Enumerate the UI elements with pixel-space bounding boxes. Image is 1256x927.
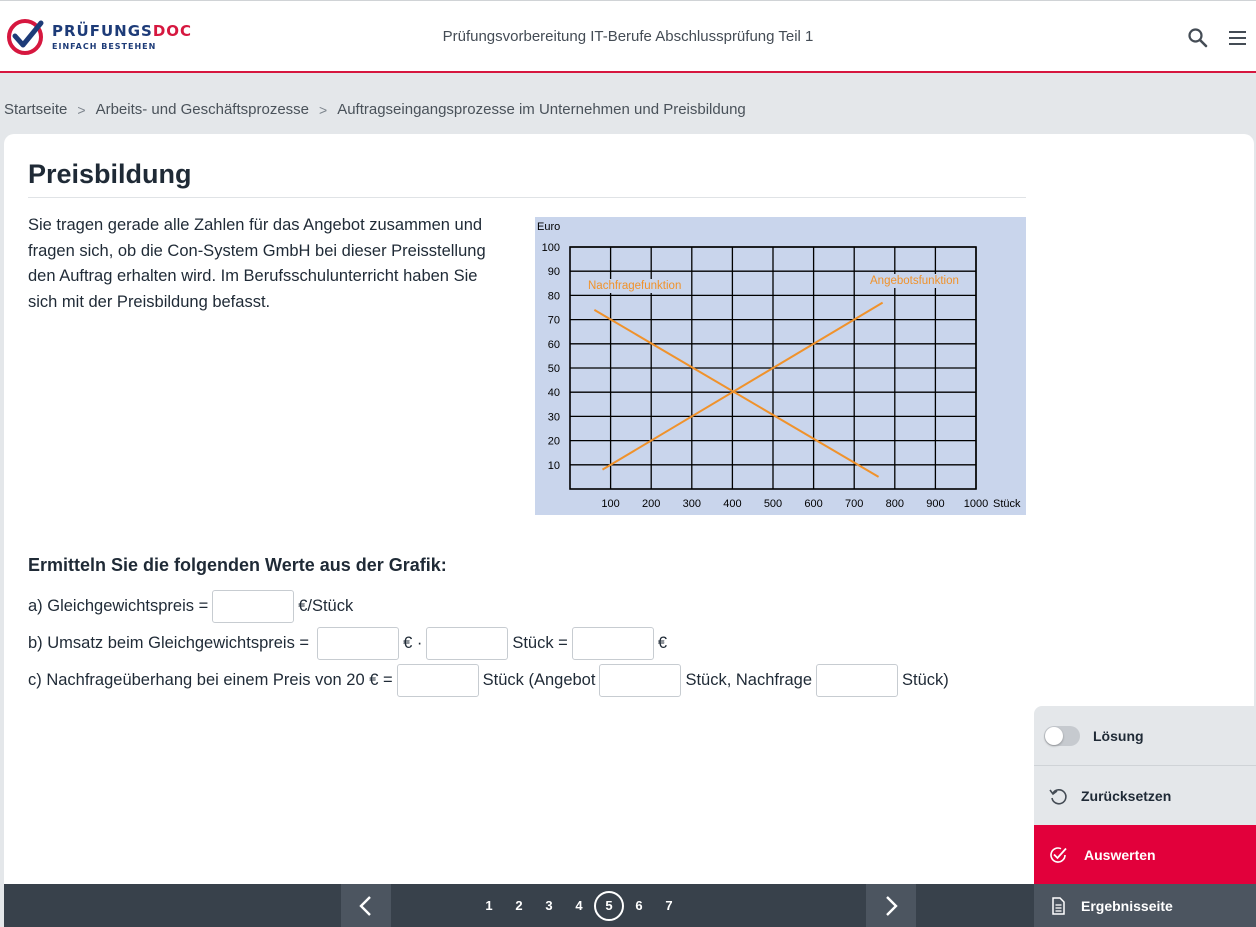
breadcrumb-item-processes[interactable]: Arbeits- und Geschäftsprozesse [95, 101, 309, 118]
y-tick-label: 60 [547, 338, 560, 351]
evaluate-label: Auswerten [1084, 846, 1156, 863]
page-number-2[interactable]: 2 [515, 898, 523, 913]
x-tick-label: 600 [804, 498, 823, 510]
y-tick-label: 80 [547, 290, 560, 303]
breadcrumb-item-current[interactable]: Auftragseingangsprozesse im Unternehmen und Preisbildung [337, 101, 746, 118]
results-label: Ergebnisseite [1081, 897, 1173, 914]
top-header [0, 0, 1256, 73]
header-title: Prüfungsvorbereitung IT-Berufe Abschlussprüfung Teil 1 [442, 28, 814, 45]
demand-surplus-input[interactable] [397, 664, 479, 697]
question-b-unit: € [657, 633, 668, 652]
x-tick-label: 800 [885, 498, 904, 510]
page-number-4[interactable]: 4 [575, 898, 583, 913]
y-tick-label: 50 [547, 363, 560, 375]
page-number-7[interactable]: 7 [665, 898, 673, 913]
chevron-left-icon [356, 894, 376, 918]
evaluate-button[interactable] [1034, 825, 1256, 884]
revenue-price-input[interactable] [317, 627, 399, 660]
logo-slogan: EINFACH BESTEHEN [52, 41, 157, 51]
menu-icon[interactable] [1227, 27, 1249, 49]
supply-demand-chart [535, 217, 1026, 515]
question-b [28, 626, 667, 660]
title-divider [28, 197, 1026, 198]
series-label: Nachfragefunktion [588, 280, 682, 292]
pagination-bar [4, 884, 1034, 927]
question-c [28, 663, 949, 697]
chart-svg [535, 217, 1026, 515]
x-axis-label: Stück [993, 498, 1021, 510]
y-tick-label: 10 [547, 459, 560, 472]
chevron-right-icon: > [319, 101, 328, 118]
y-tick-label: 40 [547, 387, 560, 400]
intro-text: Sie tragen gerade alle Zahlen für das Angebot zusammen und fragen sich, ob die Con-System GmbH bei dieser Preisstellung den Auftrag erhalten wird. Im Berufsschulunterricht haben Sie sich mit der Preisbildung befasst. [28, 216, 486, 311]
y-tick-label: 30 [547, 411, 560, 424]
x-tick-label: 300 [682, 498, 701, 510]
previous-page-button[interactable] [341, 884, 391, 927]
check-circle-icon [1048, 845, 1068, 865]
y-axis-label: Euro [537, 221, 561, 233]
breadcrumb-item-home[interactable]: Startseite [4, 101, 68, 118]
y-tick-label: 90 [547, 266, 560, 279]
x-tick-label: 900 [926, 498, 945, 510]
equilibrium-price-input[interactable] [212, 590, 294, 623]
document-icon [1048, 896, 1068, 916]
question-b-text-1: € · [403, 633, 423, 652]
y-tick-label: 20 [547, 435, 560, 448]
page-number-3[interactable]: 3 [545, 898, 553, 913]
solution-toggle[interactable] [1034, 706, 1256, 766]
y-tick-label: 70 [547, 314, 560, 327]
logo-name: PRÜFUNGS [52, 21, 153, 40]
undo-icon [1048, 786, 1068, 806]
next-page-button[interactable] [866, 884, 916, 927]
question-a-label: a) Gleichgewichtspreis = [28, 596, 209, 615]
series-label: Angebotsfunktion [870, 275, 959, 287]
x-tick-label: 400 [723, 498, 742, 510]
question-a-unit: €/Stück [298, 596, 354, 615]
y-tick-label: 100 [541, 242, 560, 254]
search-icon[interactable] [1187, 27, 1209, 49]
supply-quantity-input[interactable] [599, 664, 681, 697]
demand-quantity-input[interactable] [816, 664, 898, 697]
question-c-text-2: Stück, Nachfrage [685, 670, 812, 689]
page-number-1[interactable]: 1 [485, 898, 493, 913]
task-heading: Ermitteln Sie die folgenden Werte aus der Grafik: [28, 555, 447, 575]
revenue-quantity-input[interactable] [426, 627, 508, 660]
question-c-label: c) Nachfrageüberhang bei einem Preis von 20 € = [28, 670, 393, 689]
question-b-label: b) Umsatz beim Gleichgewichtspreis = [28, 633, 310, 652]
question-a [28, 589, 353, 623]
logo-name-accent: DOC [152, 21, 193, 40]
page-number-6[interactable]: 6 [635, 898, 643, 913]
reset-button[interactable] [1034, 766, 1256, 825]
chevron-right-icon: > [77, 101, 86, 118]
toggle-switch[interactable] [1044, 726, 1080, 746]
question-c-unit: Stück) [902, 670, 949, 689]
page-numbers [474, 884, 684, 927]
action-panel [1034, 706, 1256, 927]
question-b-text-2: Stück = [512, 633, 568, 652]
x-tick-label: 1000 [963, 498, 989, 510]
question-c-text-1: Stück (Angebot [482, 670, 596, 689]
x-tick-label: 500 [763, 498, 783, 510]
x-tick-label: 700 [845, 498, 864, 510]
solution-label: Lösung [1093, 727, 1144, 744]
page-title: Preisbildung [28, 159, 192, 189]
breadcrumb [4, 101, 746, 118]
revenue-total-input[interactable] [572, 627, 654, 660]
reset-label: Zurücksetzen [1081, 787, 1172, 804]
x-tick-label: 100 [601, 498, 620, 510]
chevron-right-icon [881, 894, 901, 918]
x-tick-label: 200 [642, 498, 661, 510]
page-number-5[interactable]: 5 [594, 891, 624, 921]
results-page-button[interactable] [1034, 884, 1256, 927]
